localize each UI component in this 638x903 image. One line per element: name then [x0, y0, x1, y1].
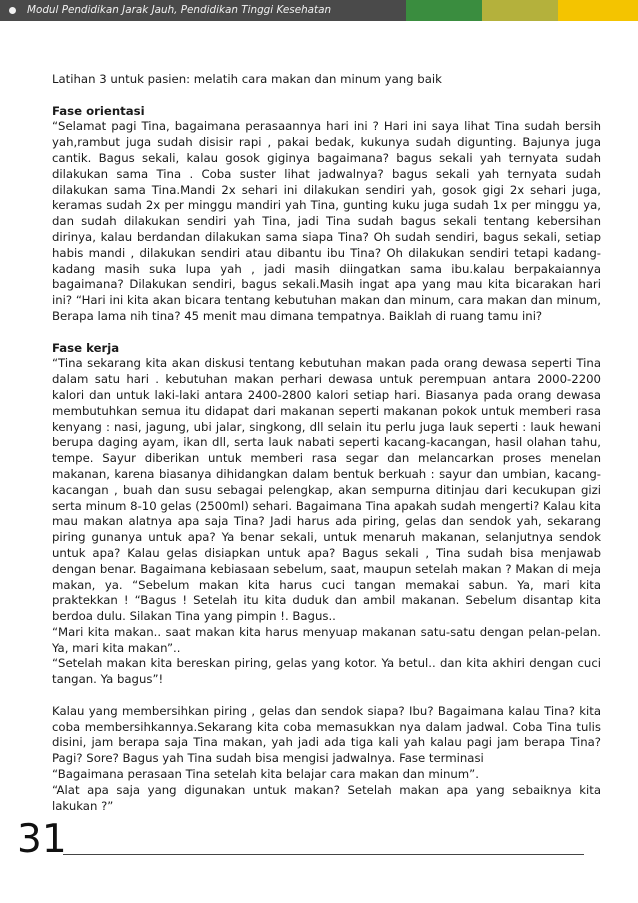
section-heading-orientasi: Fase orientasi [52, 103, 145, 118]
closing-paragraph: Kalau yang membersihkan piring , gelas dan sendok siapa? Ibu? Bagaimana kalau Tina? kita coba membersihkannya.Sekarang kita coba memasukkan nya dalam jadwal. Coba Tina tulis disini, jam berapa saja Tina makan, yah jadi ada tiga kali yah kalau pagi jam berapa Tina? Pagi? Sore? Bagus yah Tina sudah bisa mengisi jadwalnya. Fase terminasi [52, 703, 601, 766]
exercise-intro: Latihan 3 untuk pasien: melatih cara makan dan minum yang baik [52, 72, 442, 86]
header-green-block [406, 0, 482, 21]
document-body [52, 72, 601, 814]
orientasi-paragraph: “Selamat pagi Tina, bagaimana perasaannya hari ini ? Hari ini saya lihat Tina sudah bersih yah,rambut juga sudah disisir rapi , pakai bedak, kukunya sudah digunting. Bajunya juga cantik. Bagus sekali, kalau gosok giginya bagaimana? bagus sekali yah ternyata sudah dilakukan sama Tina . Coba suster lihat jadwalnya? bagus sekali yah ternyata sudah dilakukan sama Tina.Mandi 2x sehari ini dilakukan sendiri yah, gosok gigi 2x sehari juga, keramas sudah 2x per minggu mandiri yah Tina, gunting kuku juga sudah 1x per minggu ya, dan sudah dilakukan sendiri yah Tina, jadi Tina sudah bagus sekali tentang kebersihan dirinya, kalau berdandan dilakukan sama siapa Tina? Oh sudah sendiri, bagus sekali, setiap habis mandi , dilakukan sendiri atau dibantu ibu Tina? Oh dilakukan sendiri tetapi kadang-kadang masih suka lupa yah , jadi masih diingatkan sama ibu.kalau berpakaiannya bagaimana? Dilakukan sendiri, bagus sekali.Masih ingat apa yang mau kita bicarakan hari ini? “Hari ini kita akan bicara tentang kebutuhan makan dan minum, cara makan dan minum, Berapa lama nih tina? 45 menit mau dimana tempatnya. Baiklah di ruang tamu ini? [52, 119, 601, 323]
kerja-line-2: “Mari kita makan.. saat makan kita harus menyuap makanan satu-satu dengan pelan-pelan. Ya, mari kita makan”.. [52, 624, 601, 655]
bullet-icon [9, 7, 16, 14]
closing-line-3: “Alat apa saja yang digunakan untuk makan? Setelah makan apa yang sebaiknya kita lakukan ?” [52, 782, 601, 813]
header-yellow-block [558, 0, 638, 21]
kerja-paragraph: “Tina sekarang kita akan diskusi tentang kebutuhan makan pada orang dewasa seperti Tina dalam satu hari . kebutuhan makan perhari dewasa untuk perempuan antara 2000-2200 kalori dan untuk laki-laki antara 2400-2800 kalori setiap hari. Biasanya pada orang dewasa membutuhkan semua itu didapat dari makanan seperti makanan pokok untuk memberi rasa kenyang : nasi, jagung, ubi jalar, singkong, dll selain itu perlu juga lauk seperti : lauk hewani berupa daging ayam, ikan dll, serta lauk nabati seperti kacang-kacangan, hasil olahan tahu, tempe. Sayur diberikan untuk memberi rasa segar dan melancarkan proses menelan makanan, karena biasanya dihidangkan dalam bentuk berkuah : sayur dan umbian, kacang-kacangan , buah dan susu sebagai pelengkap, akan sempurna ditinjau dari kecukupan gizi serta minum 8-10 gelas (2500ml) sehari. Bagaimana Tina apakah sudah mengerti? Kalau kita mau makan alatnya apa saja Tina? Jadi harus ada piring, gelas dan sendok yah, sekarang piring gunanya untuk apa? Ya benar sekali, untuk menaruh makanan, selanjutnya sendok untuk apa? Kalau gelas disiapkan untuk apa? Bagus sekali , Tina sudah bisa menjawab dengan benar. Bagaimana kebiasaan sebelum, saat, maupun setelah makan ? Makan di meja makan, ya. “Sebelum makan kita harus cuci tangan memakai sabun. Ya, mari kita praktekkan ! “Bagus ! Setelah itu kita duduk dan ambil makanan. Sebelum disantap kita berdoa dulu. Silakan Tina yang pimpin !. Bagus.. [52, 356, 601, 624]
spacer [52, 88, 601, 104]
page-header [0, 0, 638, 21]
spacer [52, 688, 601, 704]
header-olive-block [482, 0, 558, 21]
closing-line-2: “Bagaimana perasaan Tina setelah kita belajar cara makan dan minum”. [52, 767, 479, 782]
header-title: Modul Pendidikan Jarak Jauh, Pendidikan Tinggi Kesehatan [27, 4, 332, 16]
kerja-line-3: “Setelah makan kita bereskan piring, gelas yang kotor. Ya betul.. dan kita akhiri dengan cuci tangan. Ya bagus”! [52, 656, 601, 687]
footer-divider [63, 854, 584, 855]
spacer [52, 325, 601, 341]
page-number: 31 [17, 817, 67, 862]
header-title-bar [0, 0, 406, 21]
section-heading-kerja: Fase kerja [52, 340, 120, 355]
